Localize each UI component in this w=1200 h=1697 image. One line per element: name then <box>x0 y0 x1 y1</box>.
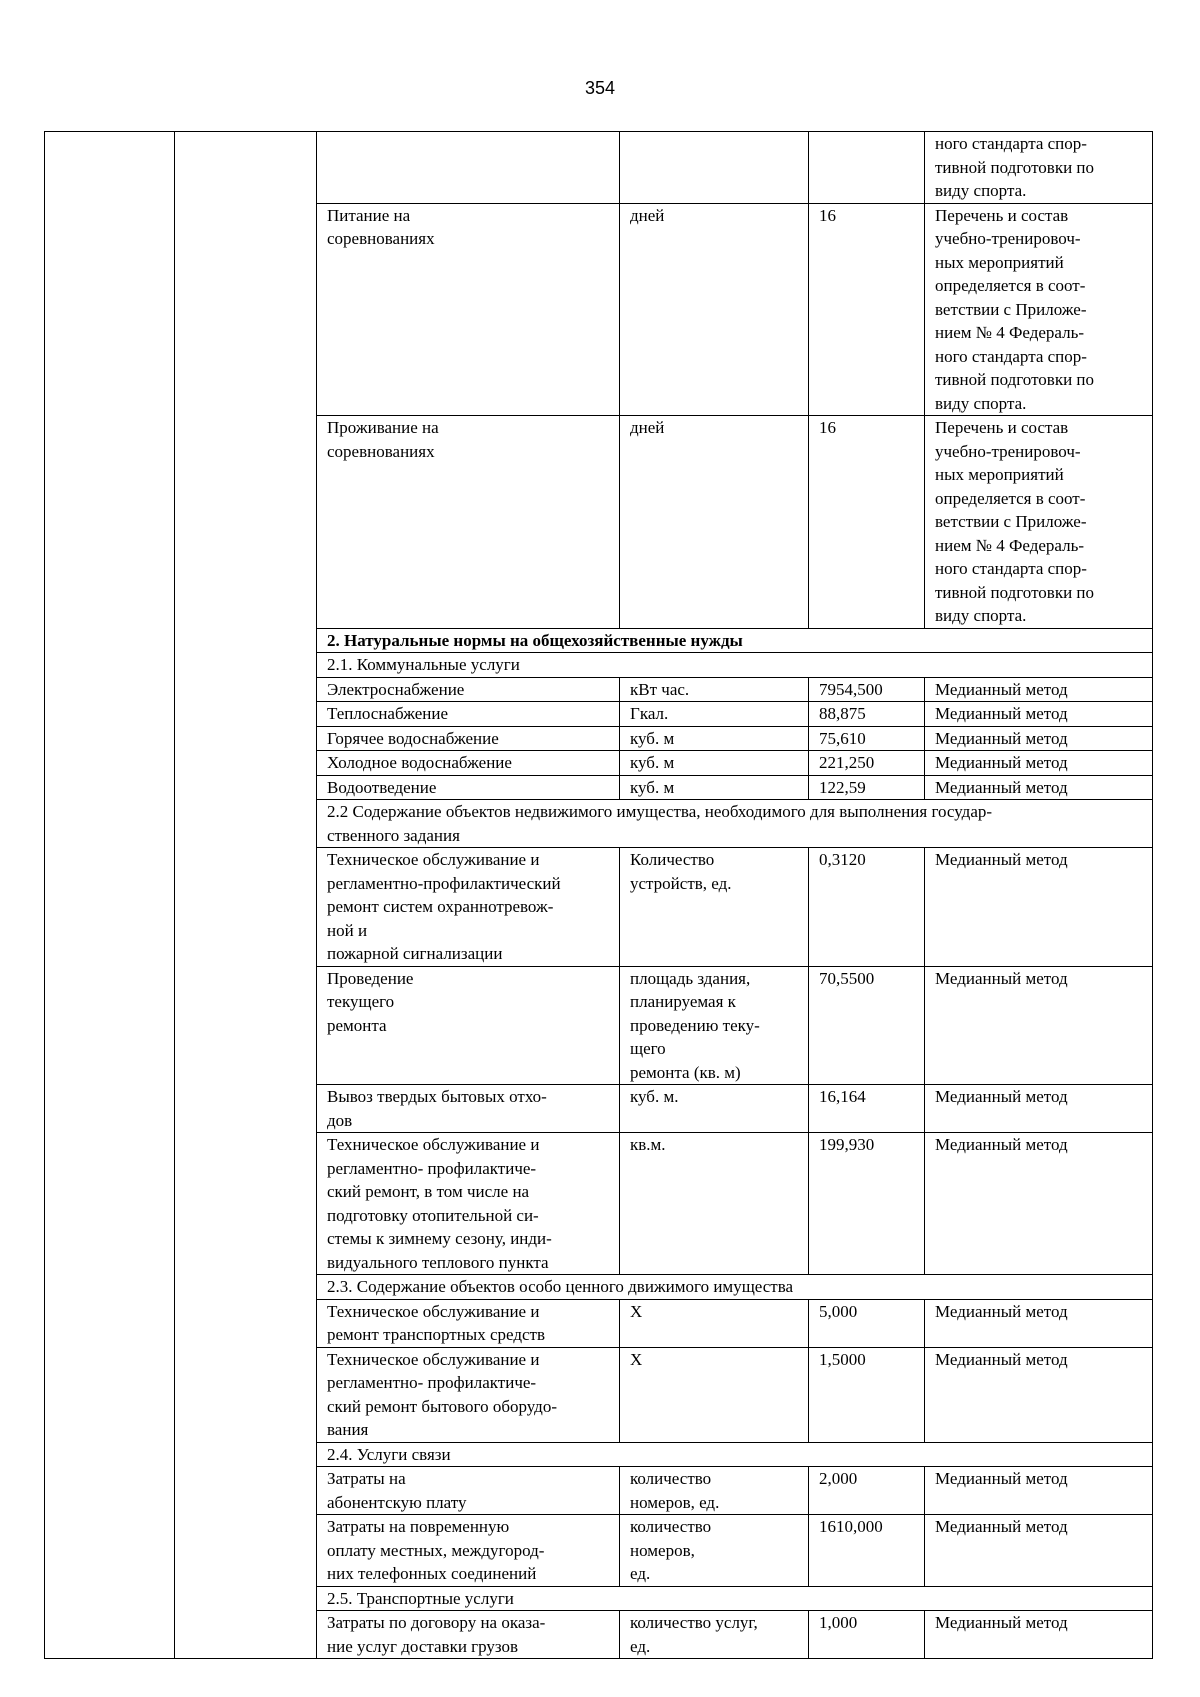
note-cell: Медианный метод <box>925 1347 1153 1442</box>
value-cell: 70,5500 <box>809 966 925 1085</box>
norm-name-cell: Проживание на соревнованиях <box>317 416 620 629</box>
norm-name-cell: Электроснабжение <box>317 677 620 702</box>
subsection-heading: 2.1. Коммунальные услуги <box>317 653 1153 678</box>
norm-name-cell: Теплоснабжение <box>317 702 620 727</box>
value-cell: 88,875 <box>809 702 925 727</box>
note-cell: Медианный метод <box>925 775 1153 800</box>
unit-cell: кв.м. <box>620 1133 809 1275</box>
value-cell: 1,000 <box>809 1611 925 1659</box>
unit-cell: куб. м <box>620 751 809 776</box>
value-cell: 2,000 <box>809 1467 925 1515</box>
section-heading: 2. Натуральные нормы на общехозяйственные нужды <box>317 628 1153 653</box>
norm-name-cell: Техническое обслуживание и регламентно-профилактический ремонт систем охраннотревож- ной и пожарной сигнализации <box>317 848 620 967</box>
value-cell: 221,250 <box>809 751 925 776</box>
unit-cell: куб. м <box>620 775 809 800</box>
value-cell: 1,5000 <box>809 1347 925 1442</box>
table-row <box>45 132 1153 204</box>
norm-name-cell: Вывоз твердых бытовых отхо- дов <box>317 1085 620 1133</box>
value-cell: 16,164 <box>809 1085 925 1133</box>
note-cell: Перечень и состав учебно-тренировоч- ных мероприятий определяется в соот- ветствии с Приложе- нием № 4 Федераль- ного стандарта спор- тивной подготовки по виду спорта. <box>925 203 1153 416</box>
unit-cell: Количество устройств, ед. <box>620 848 809 967</box>
note-cell: Медианный метод <box>925 1085 1153 1133</box>
norm-name-cell <box>317 132 620 204</box>
value-cell: 0,3120 <box>809 848 925 967</box>
norm-name-cell: Холодное водоснабжение <box>317 751 620 776</box>
unit-cell: площадь здания, планируемая к проведению теку- щего ремонта (кв. м) <box>620 966 809 1085</box>
norms-table <box>44 131 1153 1659</box>
value-cell: 16 <box>809 416 925 629</box>
table-body <box>45 132 1153 1659</box>
value-cell: 1610,000 <box>809 1515 925 1587</box>
unit-cell <box>620 132 809 204</box>
unit-cell: Х <box>620 1299 809 1347</box>
note-cell: Медианный метод <box>925 1515 1153 1587</box>
note-cell: Медианный метод <box>925 1133 1153 1275</box>
norm-name-cell: Горячее водоснабжение <box>317 726 620 751</box>
subsection-heading: 2.3. Содержание объектов особо ценного движимого имущества <box>317 1275 1153 1300</box>
norm-name-cell: Техническое обслуживание и регламентно- профилактиче- ский ремонт, в том числе на подготовку отопительной си- стемы к зимнему сезону, инди- видуального теплового пункта <box>317 1133 620 1275</box>
norm-name-cell: Питание на соревнованиях <box>317 203 620 416</box>
note-cell: Медианный метод <box>925 966 1153 1085</box>
note-cell: Медианный метод <box>925 1467 1153 1515</box>
note-cell: Медианный метод <box>925 751 1153 776</box>
unit-cell: дней <box>620 416 809 629</box>
unit-cell: дней <box>620 203 809 416</box>
value-cell: 122,59 <box>809 775 925 800</box>
note-cell: Медианный метод <box>925 1611 1153 1659</box>
unit-cell: Х <box>620 1347 809 1442</box>
value-cell: 199,930 <box>809 1133 925 1275</box>
value-cell: 75,610 <box>809 726 925 751</box>
norm-name-cell: Проведение текущего ремонта <box>317 966 620 1085</box>
unit-cell: количество номеров, ед. <box>620 1467 809 1515</box>
subsection-heading: 2.2 Содержание объектов недвижимого имущества, необходимого для выполнения государ- ственного задания <box>317 800 1153 848</box>
value-cell: 16 <box>809 203 925 416</box>
note-cell: Перечень и состав учебно-тренировоч- ных мероприятий определяется в соот- ветствии с Приложе- нием № 4 Федераль- ного стандарта спор- тивной подготовки по виду спорта. <box>925 416 1153 629</box>
unit-cell: куб. м <box>620 726 809 751</box>
subsection-heading: 2.4. Услуги связи <box>317 1442 1153 1467</box>
left-blank-column <box>45 132 175 1659</box>
norm-name-cell: Водоотведение <box>317 775 620 800</box>
norm-name-cell: Затраты на абонентскую плату <box>317 1467 620 1515</box>
value-cell: 5,000 <box>809 1299 925 1347</box>
unit-cell: куб. м. <box>620 1085 809 1133</box>
value-cell <box>809 132 925 204</box>
norm-name-cell: Техническое обслуживание и ремонт транспортных средств <box>317 1299 620 1347</box>
norm-name-cell: Затраты на повременную оплату местных, междугород- них телефонных соединений <box>317 1515 620 1587</box>
second-blank-column <box>175 132 317 1659</box>
note-cell: Медианный метод <box>925 726 1153 751</box>
note-cell: ного стандарта спор- тивной подготовки по виду спорта. <box>925 132 1153 204</box>
note-cell: Медианный метод <box>925 677 1153 702</box>
unit-cell: количество номеров, ед. <box>620 1515 809 1587</box>
note-cell: Медианный метод <box>925 1299 1153 1347</box>
subsection-heading: 2.5. Транспортные услуги <box>317 1586 1153 1611</box>
norm-name-cell: Затраты по договору на оказа- ние услуг доставки грузов <box>317 1611 620 1659</box>
value-cell: 7954,500 <box>809 677 925 702</box>
note-cell: Медианный метод <box>925 848 1153 967</box>
unit-cell: кВт час. <box>620 677 809 702</box>
unit-cell: количество услуг, ед. <box>620 1611 809 1659</box>
page-number: 354 <box>584 78 616 98</box>
norm-name-cell: Техническое обслуживание и регламентно- профилактиче- ский ремонт бытового оборудо- вания <box>317 1347 620 1442</box>
unit-cell: Гкал. <box>620 702 809 727</box>
note-cell: Медианный метод <box>925 702 1153 727</box>
